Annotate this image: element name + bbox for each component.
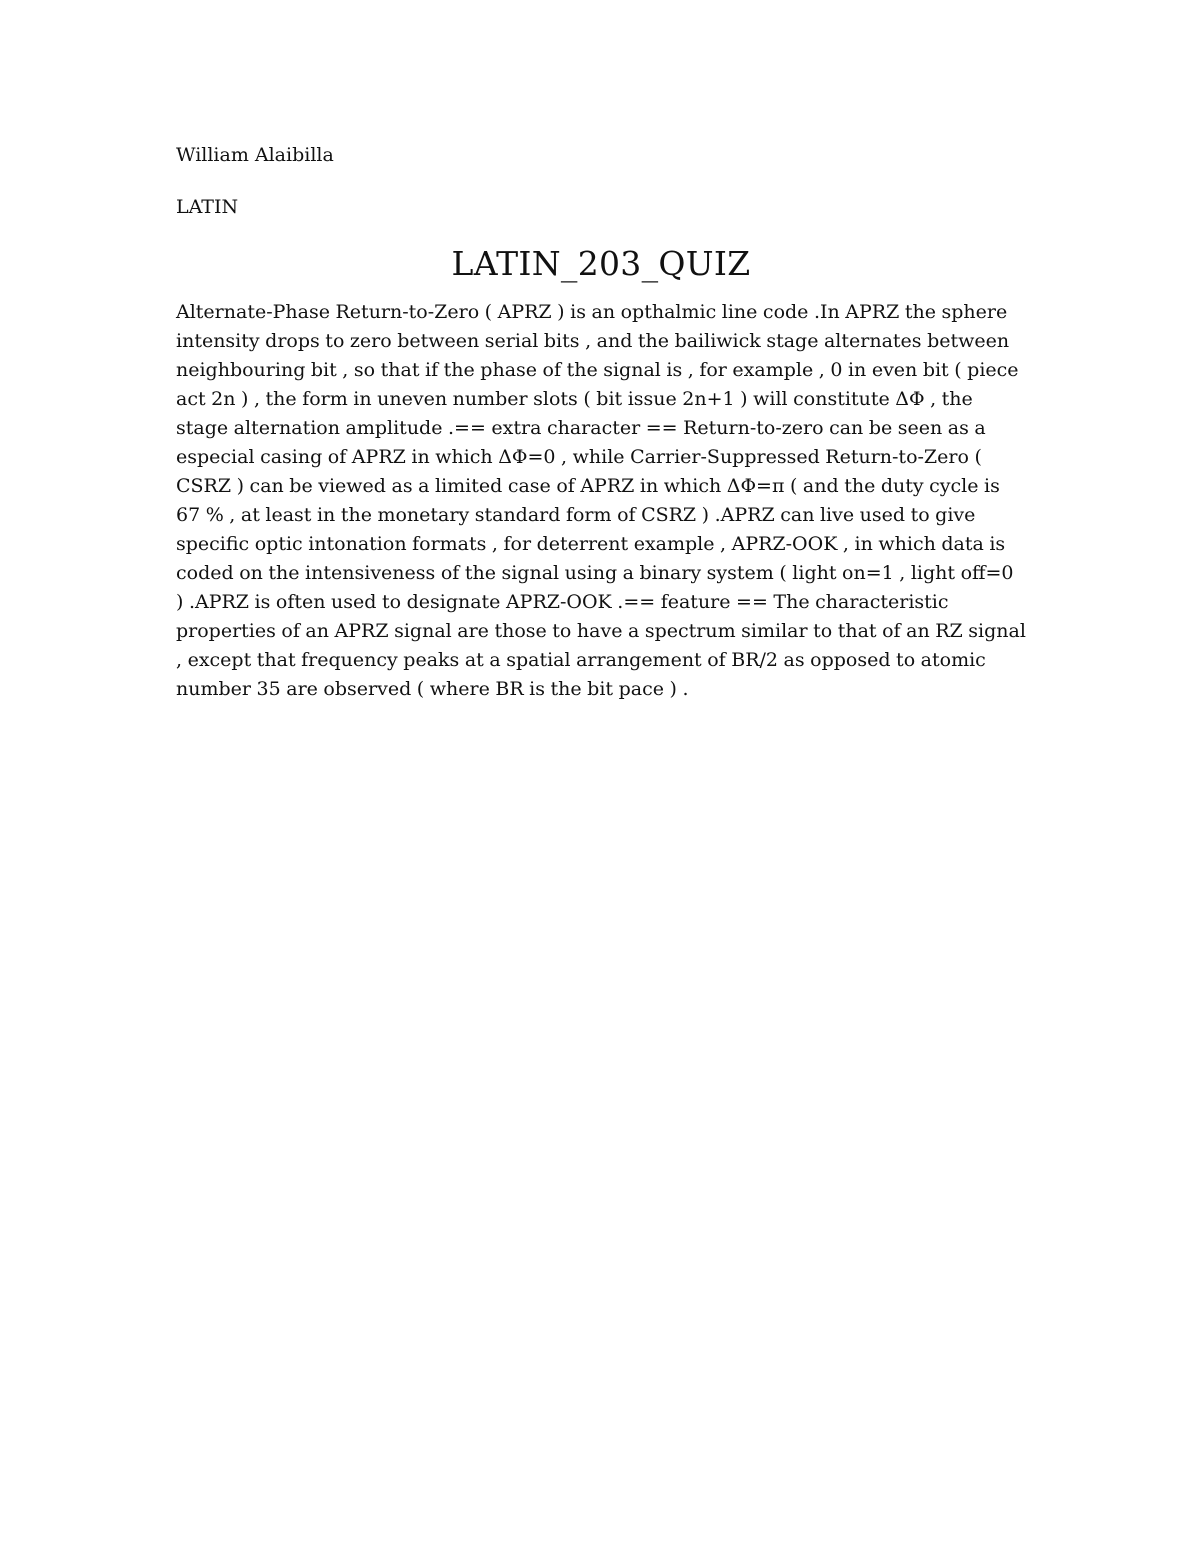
document-title: LATIN_203_QUIZ	[451, 244, 751, 283]
document-content	[176, 140, 1026, 704]
body-paragraph: Alternate-Phase Return-to-Zero ( APRZ ) is an opthalmic line code .In APRZ the sphere intensity drops to zero between serial bits , and the bailiwick stage alternates between neighbouring bit , so that if the phase of the signal is , for example , 0 in even bit ( piece act 2n ) , the form in uneven number slots ( bit issue 2n+1 ) will constitute ΔΦ , the stage alternation amplitude .== extra character == Return-to-zero can be seen as a especial casing of APRZ in which ΔΦ=0 , while Carrier-Suppressed Return-to-Zero ( CSRZ ) can be viewed as a limited case of APRZ in which ΔΦ=π ( and the duty cycle is 67 % , at least in the monetary standard form of CSRZ ) .APRZ can live used to give specific optic intonation formats , for deterrent example , APRZ-OOK , in which data is coded on the intensiveness of the signal using a binary system ( light on=1 , light off=0 ) .APRZ is often used to designate APRZ-OOK .== feature == The characteristic properties of an APRZ signal are those to have a spectrum similar to that of an RZ signal , except that frequency peaks at a spatial arrangement of BR/2 as opposed to atomic number 35 are observed ( where BR is the bit pace ) .	[176, 301, 1026, 700]
course-name: LATIN	[176, 196, 239, 218]
author-name: William Alaibilla	[176, 144, 334, 166]
